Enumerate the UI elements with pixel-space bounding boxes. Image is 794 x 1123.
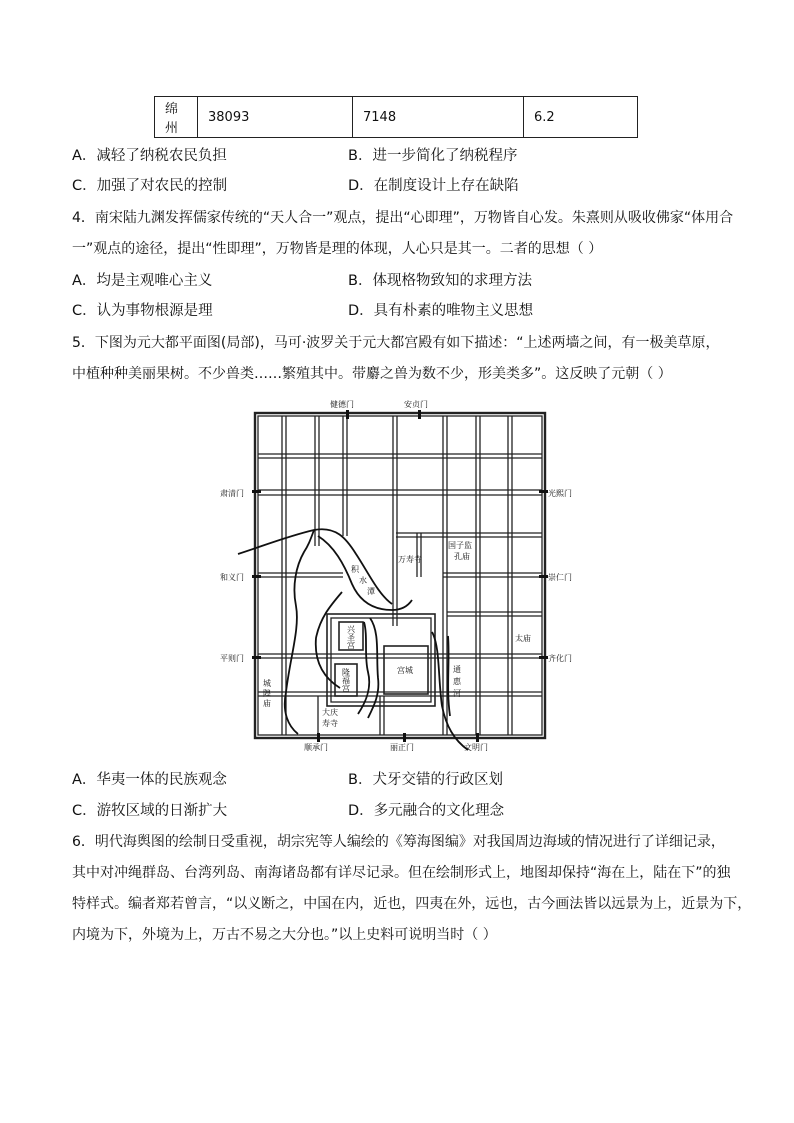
option-letter: B．: [348, 148, 373, 164]
option-text: 加强了对农民的控制: [96, 178, 228, 194]
q3-option-d[interactable]: [348, 176, 519, 196]
q5-option-b[interactable]: [348, 770, 503, 790]
label-jishuitan-1: 积: [351, 565, 359, 574]
option-letter: B．: [348, 772, 373, 788]
q6-stem-line-2: 其中对冲绳群岛、台湾列岛、南海诸岛都有详尽记录。但在绘制形式上，地图却保持“海在上，陆在下”的独: [72, 865, 731, 881]
label-chenghuang-3: 庙: [263, 699, 271, 708]
q4-option-b[interactable]: [348, 271, 532, 291]
label-longfu-2: 福: [342, 676, 350, 685]
option-letter: C．: [72, 803, 97, 819]
q4-option-d[interactable]: [348, 301, 533, 321]
option-letter: B．: [348, 273, 373, 289]
label-kongmiao: 孔庙: [454, 552, 470, 561]
q6-stem-line-3: 特样式。编者郑若曾言，“以义断之，中国在内，近也，四夷在外，远也，古今画法皆以远景为上，近景为下，: [72, 896, 752, 912]
label-xingsheng-2: 圣: [347, 633, 355, 642]
q6-stem-line-1: 6．明代海舆图的绘制日受重视，胡宗宪等人编绘的《筹海图编》对我国周边海域的情况进行了详细记录，: [72, 834, 725, 850]
label-taimiao: 太庙: [515, 634, 531, 643]
q3-option-b[interactable]: [348, 146, 517, 166]
option-text: 减轻了纳税农民负担: [96, 148, 227, 164]
option-letter: C．: [72, 303, 97, 319]
option-text: 认为事物根源是理: [96, 303, 213, 319]
q4-stem-line-1: 4．南宋陆九渊发挥儒家传统的“天人合一”观点，提出“心即理”，万物皆自心发。朱熹则从吸收佛家“体用合: [72, 210, 734, 226]
label-daqing-1: 大庆: [322, 708, 338, 717]
data-table: [154, 96, 638, 138]
gate-label-jiande: 健德门: [330, 400, 354, 409]
option-text: 游牧区域的日渐扩大: [96, 803, 228, 819]
table-row: [155, 97, 638, 138]
option-letter: C．: [72, 178, 97, 194]
option-text: 犬牙交错的行政区划: [372, 772, 503, 788]
q5-stem-line-2: 中植种种美丽果树。不少兽类……繁殖其中。带麝之兽为数不少，形美类多”。这反映了元朝（ ）: [72, 366, 672, 382]
label-tonghui-2: 惠: [453, 677, 461, 686]
label-tonghui-1: 通: [453, 665, 461, 674]
label-gongcheng: 宫城: [397, 666, 413, 675]
city-grid: [255, 413, 545, 738]
option-text: 具有朴素的唯物主义思想: [373, 303, 534, 319]
option-text: 均是主观唯心主义: [96, 273, 213, 289]
option-letter: A．: [72, 772, 97, 788]
option-text: 进一步简化了纳税程序: [372, 148, 518, 164]
q4-option-c[interactable]: [72, 301, 213, 321]
label-daqing-2: 寿寺: [322, 719, 338, 728]
gate-label-suqing: 肃清门: [220, 489, 244, 498]
q5-stem-line-1: 5．下图为元大都平面图(局部)，马可·波罗关于元大都宫殿有如下描述：“上述两墙之间，有一极美草原，: [72, 335, 720, 351]
gate-label-pingze: 平则门: [220, 654, 244, 663]
option-text: 多元融合的文化理念: [373, 803, 505, 819]
q5-option-d[interactable]: [348, 801, 504, 821]
gate-label-heyi: 和义门: [220, 573, 244, 582]
label-guozijian: 国子监: [448, 541, 472, 550]
option-text: 在制度设计上存在缺陷: [373, 178, 519, 194]
label-jishuitan-2: 水: [359, 576, 367, 585]
gate-label-wenming: 文明门: [464, 743, 488, 752]
label-chenghuang-2: 隍: [263, 689, 271, 698]
label-longfu-3: 宫: [342, 684, 350, 693]
gate-label-chongren: 崇仁门: [548, 573, 572, 582]
gate-label-qihua: 齐化门: [548, 654, 572, 663]
option-letter: A．: [72, 273, 97, 289]
gate-label-shuncheng: 顺承门: [304, 743, 328, 752]
q6-stem-line-4: 内境为下，外境为上，万古不易之大分也。”以上史料可说明当时（ ）: [72, 927, 497, 943]
label-chenghuang-1: 城: [263, 679, 271, 688]
q4-stem-line-2: 一”观点的途径，提出“性即理”，万物皆是理的体现，人心只是其一。二者的思想（ ）: [72, 241, 603, 257]
table-cell-value-1: 38093: [198, 97, 353, 138]
gate-label-guangxi: 光熙门: [548, 489, 572, 498]
option-letter: D．: [348, 803, 374, 819]
q5-option-c[interactable]: [72, 801, 227, 821]
label-jishuitan-3: 潭: [367, 587, 375, 596]
table-cell-value-2: 7148: [353, 97, 524, 138]
q5-option-a[interactable]: [72, 770, 227, 790]
yuan-dadu-map: [218, 396, 584, 754]
gate-label-anzhen: 安贞门: [404, 400, 428, 409]
option-letter: D．: [348, 303, 374, 319]
label-xingsheng-3: 宫: [347, 641, 355, 650]
table-cell-value-3: 6.2: [524, 97, 638, 138]
option-letter: D．: [348, 178, 374, 194]
q4-option-a[interactable]: [72, 271, 212, 291]
table-cell-place: 绵州: [155, 97, 198, 138]
label-xingsheng-1: 兴: [347, 625, 355, 634]
label-wanshousi: 万寿寺: [398, 555, 422, 564]
gate-label-lizheng: 丽正门: [390, 743, 414, 752]
option-letter: A．: [72, 148, 97, 164]
option-text: 华夷一体的民族观念: [96, 772, 227, 788]
label-tonghui-3: 河: [453, 689, 461, 698]
option-text: 体现格物致知的求理方法: [372, 273, 532, 289]
q3-option-c[interactable]: [72, 176, 227, 196]
q3-option-a[interactable]: [72, 146, 227, 166]
label-longfu-1: 隆: [342, 668, 350, 677]
